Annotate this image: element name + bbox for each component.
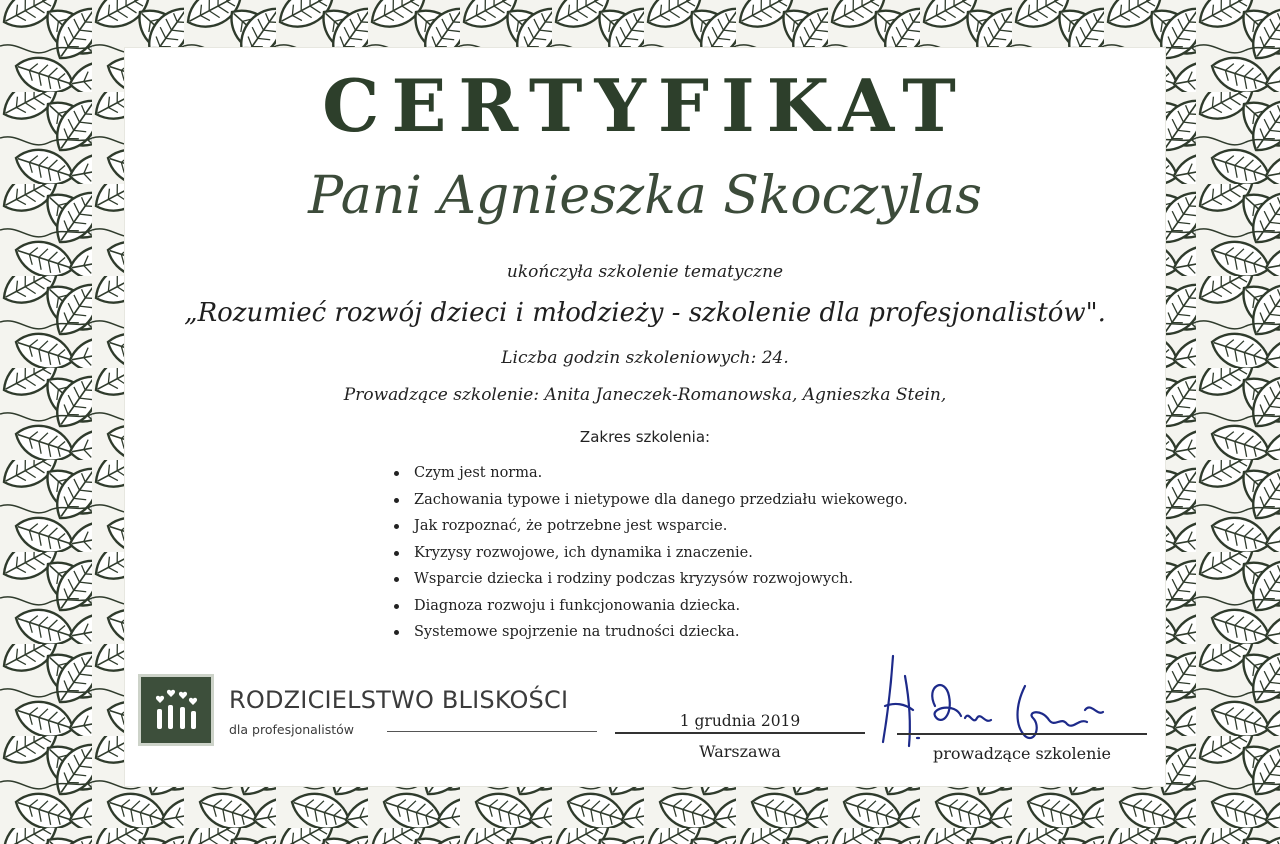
- training-hours: Liczba godzin szkoleniowych: 24.: [501, 348, 789, 368]
- logo-title: RODZICIELSTWO BLISKOŚCI: [229, 686, 569, 714]
- scope-item: Zachowania typowe i nietypowe dla danego przedziału wiekowego.: [390, 487, 908, 514]
- scope-item: Kryzysy rozwojowe, ich dynamika i znaczenie.: [390, 540, 908, 567]
- bullet-icon: [394, 471, 399, 476]
- certificate-title: CERTYFIKAT: [322, 63, 968, 148]
- issue-date: 1 grudnia 2019: [679, 712, 801, 730]
- scope-item: Wsparcie dziecka i rodziny podczas kryzysów rozwojowych.: [390, 566, 908, 593]
- bullet-icon: [394, 630, 399, 635]
- scope-item: Systemowe spojrzenie na trudności dziecka.: [390, 619, 908, 646]
- bullet-icon: [394, 551, 399, 556]
- scope-item: Czym jest norma.: [390, 460, 908, 487]
- instructors: Prowadzące szkolenie: Anita Janeczek-Romanowska, Agnieszka Stein,: [343, 385, 947, 405]
- hands-hearts-icon: [138, 674, 214, 746]
- date-divider: [615, 732, 865, 734]
- issue-city: Warszawa: [699, 742, 781, 761]
- logo-subtitle: dla profesjonalistów: [229, 722, 355, 737]
- scope-item: Diagnoza rozwoju i funkcjonowania dziecka.: [390, 593, 908, 620]
- bullet-icon: [394, 604, 399, 609]
- logo-divider: [387, 731, 597, 732]
- bullet-icon: [394, 498, 399, 503]
- bullet-icon: [394, 577, 399, 582]
- recipient-name: Pani Agnieszka Skoczylas: [308, 166, 982, 226]
- course-title: „Rozumieć rozwój dzieci i młodzieży - szkolenie dla profesjonalistów".: [184, 298, 1106, 328]
- signature-divider: [897, 733, 1147, 735]
- scope-item: Jak rozpoznać, że potrzebne jest wsparcie.: [390, 513, 908, 540]
- scope-list: [390, 460, 908, 646]
- scope-heading: Zakres szkolenia:: [579, 428, 711, 446]
- signature-image: [865, 646, 1165, 758]
- completed-text: ukończyła szkolenie tematyczne: [506, 262, 784, 282]
- signature-label: prowadzące szkolenie: [933, 744, 1111, 763]
- bullet-icon: [394, 524, 399, 529]
- certificate-paper: [125, 48, 1165, 786]
